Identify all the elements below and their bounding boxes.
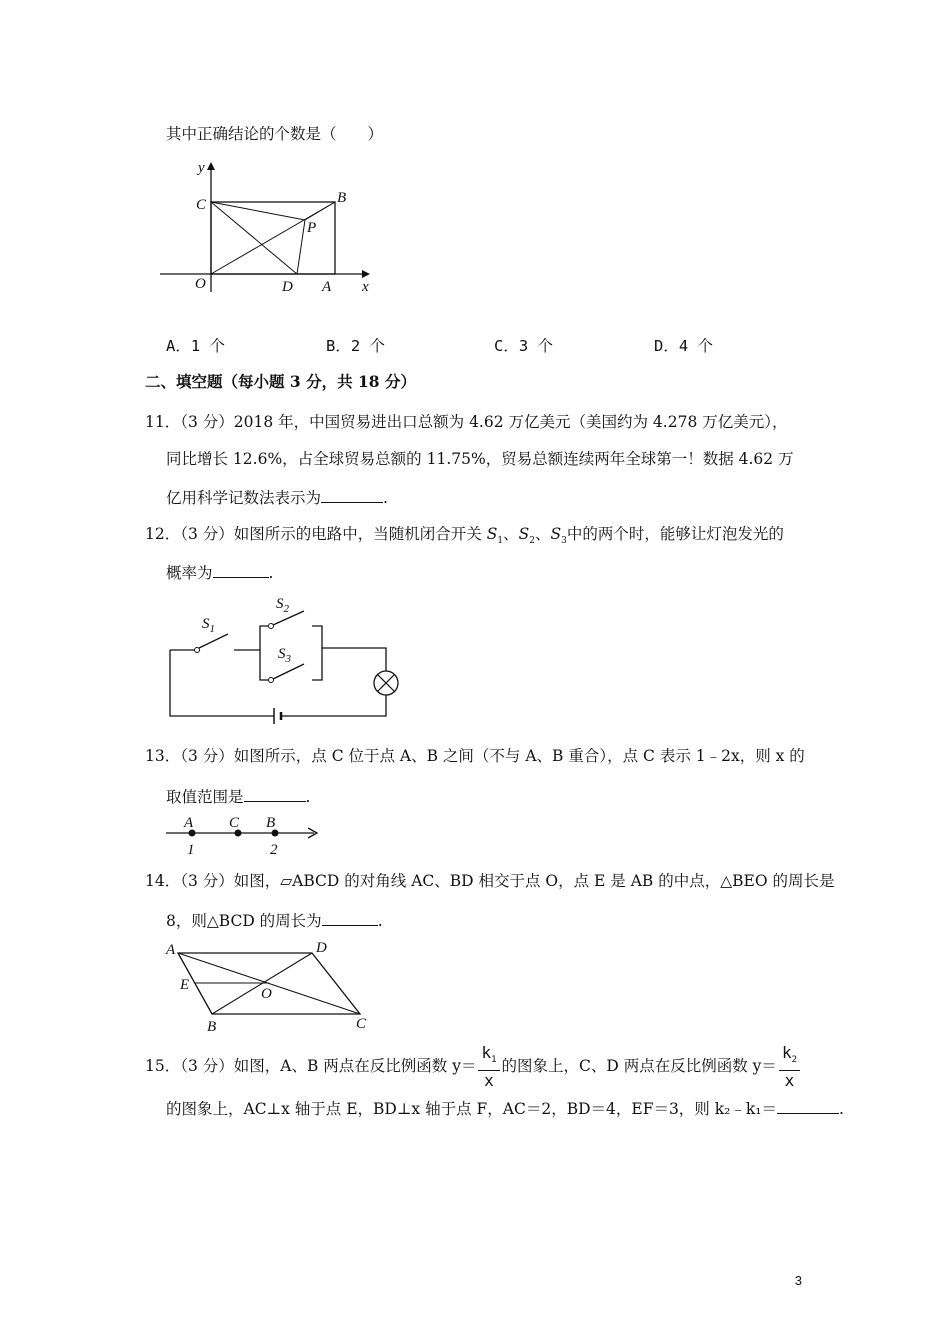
q15-fraction-k2: $\frac{k_2}{x}$: [779, 1043, 800, 1091]
q10-coordinate-figure: [160, 152, 380, 302]
label-O: O: [195, 276, 206, 292]
q10-option-c[interactable]: C．3 个: [494, 337, 553, 355]
q14-line1: 14．（3 分）如图，▱ABCD 的对角线 AC、BD 相交于点 O，点 E 是 AB 的中点，△BEO 的周长是: [145, 872, 835, 890]
label-O: O: [261, 986, 272, 1002]
label-C: C: [229, 815, 240, 831]
label-B: B: [266, 815, 276, 831]
q15-fraction-k1: $\frac{k_1}{x}$: [478, 1043, 499, 1091]
q13-number-line-figure: [160, 812, 330, 860]
q15-line2: 的图象上，AC⊥x 轴于点 E，BD⊥x 轴于点 F，AC＝2，BD＝4，EF＝3，则 k₂﹣k₁＝ .: [166, 1097, 844, 1119]
label-C: C: [196, 197, 207, 213]
label-S3: $S_3$: [278, 646, 291, 665]
q10-stem-end: 其中正确结论的个数是（ ）: [166, 125, 384, 143]
q14-line2: 8，则△BCD 的周长为 .: [166, 909, 383, 931]
q10-option-a[interactable]: A．1 个: [166, 337, 225, 355]
q12-circuit-figure: [160, 592, 410, 728]
q11-line3: 亿用科学记数法表示为 .: [166, 486, 388, 508]
q11-line1: 11．（3 分）2018 年，中国贸易进出口总额为 4.62 万亿美元（美国约为 4.278 万亿美元），: [145, 413, 788, 431]
q14-parallelogram-figure: [160, 936, 380, 1032]
label-y: y: [198, 160, 205, 176]
label-D: D: [282, 279, 293, 295]
label-S2: $S_2$: [276, 596, 289, 615]
label-A: A: [322, 279, 332, 295]
label-D: D: [316, 940, 327, 956]
label-B: B: [207, 1019, 217, 1032]
label-A: A: [184, 815, 194, 831]
tick-2: 2: [270, 842, 278, 858]
q13-answer-blank[interactable]: [244, 785, 306, 802]
label-x: x: [362, 279, 369, 295]
q12-line2: 概率为 .: [166, 561, 273, 583]
q14-answer-blank[interactable]: [322, 909, 378, 926]
q13-line1: 13．（3 分）如图所示，点 C 位于点 A、B 之间（不与 A、B 重合），点 C 表示 1﹣2x，则 x 的: [145, 747, 805, 765]
q10-option-b[interactable]: B．2 个: [326, 337, 385, 355]
label-A: A: [166, 942, 176, 958]
q11-answer-blank[interactable]: [321, 486, 383, 503]
q15-line1: 15．（3 分）如图，A、B 两点在反比例函数 y＝ $\frac{k_1}{x}$ 的图象上，C、D 两点在反比例函数 y＝ $\frac{k_2}{x}$: [145, 1042, 802, 1091]
label-S1: $S_1$: [202, 616, 215, 635]
section-2-title: 二、填空题（每小题 3 分，共 18 分）: [145, 372, 416, 391]
page-number: 3: [794, 1273, 802, 1288]
label-B: B: [337, 190, 347, 206]
q13-line2: 取值范围是 .: [166, 785, 310, 807]
q10-option-d[interactable]: D．4 个: [654, 337, 713, 355]
label-C: C: [356, 1016, 367, 1032]
q11-line2: 同比增长 12.6%，占全球贸易总额的 11.75%，贸易总额连续两年全球第一！数据 4.62 万: [166, 450, 794, 468]
q15-answer-blank[interactable]: [777, 1097, 839, 1114]
q12-line1: 12．（3 分）如图所示的电路中，当随机闭合开关 $S_1$、$S_2$、$S_3$中的两个时，能够让灯泡发光的: [145, 525, 784, 547]
label-E: E: [180, 977, 190, 993]
q12-answer-blank[interactable]: [213, 561, 269, 578]
tick-1: 1: [187, 842, 195, 858]
label-P: P: [307, 220, 317, 236]
